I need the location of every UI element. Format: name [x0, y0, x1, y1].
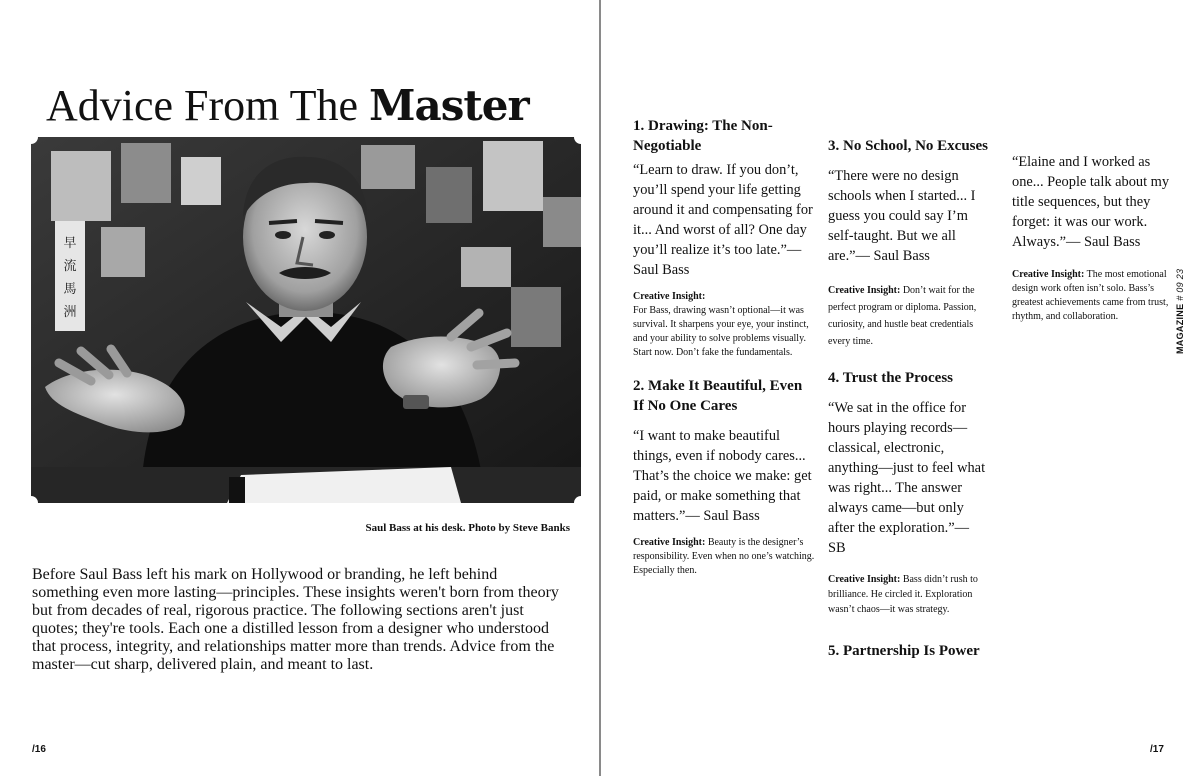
- title-regular: Advice From The: [46, 81, 359, 130]
- wall-photo: [361, 145, 415, 189]
- poster-char-2: 流: [63, 259, 77, 274]
- creative-insight: [1012, 268, 1172, 324]
- section-partnership: [828, 641, 990, 661]
- portrait-photo: [31, 137, 581, 503]
- column-1: [633, 116, 815, 578]
- section-quote: “I want to make beautiful things, even if nobody cares... That’s the choice we make: get paid, or make something that matters.”— Saul Bass: [633, 428, 812, 524]
- wall-photo: [461, 247, 511, 287]
- section-quote: “Learn to draw. If you don’t, you’ll spend your life getting around it and compensating for it... And worst of all? One day you’ll realize it’s too late.”— Saul Bass: [633, 162, 813, 278]
- insight-text: The most emotional design work often isn’t solo. Bass’s greatest achievements came from trust, rhythm, and collaboration.: [1012, 269, 1169, 322]
- poster-char-1: 早: [63, 236, 77, 251]
- insight-label: Creative Insight:: [633, 537, 706, 548]
- section-quote: “There were no design schools when I started... I guess you could say I’m self-taught. But we all are.”— Saul Bass: [828, 168, 976, 264]
- section-trust-process: [828, 368, 990, 617]
- poster-char-3: 馬: [63, 282, 77, 297]
- creative-insight: [633, 536, 815, 578]
- section-no-school: [828, 136, 990, 350]
- section-heading: 2. Make It Beautiful, Even If No One Cares: [633, 378, 803, 414]
- intro-paragraph: Before Saul Bass left his mark on Hollywood or branding, he left behind something even more lasting—principles. These insights weren't born from theory but from decades of real, rigorous practice. The following sections aren't just quotes; they're tools. Each one a distilled lesson from a designer who understood that process, integrity, and relationships matter more than trends. Advice from the master—cut sharp, delivered plain, and meant to last.: [32, 566, 559, 673]
- wall-photo: [426, 167, 472, 223]
- section-heading: 4. Trust the Process: [828, 370, 953, 386]
- magazine-issue-tag: [1175, 269, 1185, 354]
- insight-text: Bass didn’t rush to brilliance. He circled it. Exploration wasn’t chaos—it was strategy.: [828, 574, 978, 615]
- magazine-issue: # 09 23: [1175, 268, 1185, 301]
- insight-text: For Bass, drawing wasn’t optional—it was survival. It sharpens your eye, your instinct, and your ability to solve problems visually. Start now. Don’t fake the fundamentals.: [633, 305, 809, 358]
- wall-photo: [181, 157, 221, 205]
- insight-label: Creative Insight:: [633, 291, 706, 302]
- section-drawing: [633, 116, 815, 360]
- page-number-left: /16: [32, 744, 46, 755]
- wall-photo: [483, 141, 543, 211]
- title-strong: Master: [369, 81, 529, 130]
- column-2: [828, 136, 990, 665]
- creative-insight: [828, 572, 990, 617]
- section-heading: 5. Partnership Is Power: [828, 643, 980, 659]
- column-3: [1012, 152, 1172, 324]
- insight-label: Creative Insight:: [1012, 269, 1085, 280]
- page-number-right: /17: [1150, 744, 1164, 755]
- insight-label: Creative Insight:: [828, 285, 901, 296]
- photo-caption: Saul Bass at his desk. Photo by Steve Banks: [365, 522, 570, 534]
- section-heading: 3. No School, No Excuses: [828, 138, 989, 154]
- section-make-it-beautiful: [633, 376, 815, 578]
- creative-insight: [633, 290, 815, 360]
- wristwatch: [403, 395, 429, 409]
- poster-char-4: 洲: [63, 305, 77, 320]
- section-quote: “We sat in the office for hours playing records—classical, electronic, anything—just to feel what was right... The answer always came—but only after the exploration.”— SB: [828, 400, 986, 556]
- magazine-label: MAGAZINE: [1175, 303, 1185, 354]
- page-title: [46, 78, 586, 134]
- wall-photo: [511, 287, 561, 347]
- wall-photo: [543, 197, 581, 247]
- insight-label: Creative Insight:: [828, 574, 901, 585]
- photo-illustration: [31, 137, 581, 503]
- insight-text: Beauty is the designer’s responsibility. Even when no one’s watching. Especially then.: [633, 537, 815, 576]
- creative-insight: [828, 282, 990, 350]
- gutter-fold: [599, 0, 601, 776]
- wall-photo: [51, 151, 111, 221]
- insight-text: Don’t wait for the perfect program or diploma. Passion, curiosity, and hustle beat credentials every time.: [828, 285, 977, 347]
- wall-photo: [121, 143, 171, 203]
- section-quote: “Elaine and I worked as one... People talk about my title sequences, but they forget: it was our work. Always.”— Saul Bass: [1012, 154, 1170, 250]
- section-heading: 1. Drawing: The Non-Negotiable: [633, 118, 773, 154]
- wall-photo: [101, 227, 145, 277]
